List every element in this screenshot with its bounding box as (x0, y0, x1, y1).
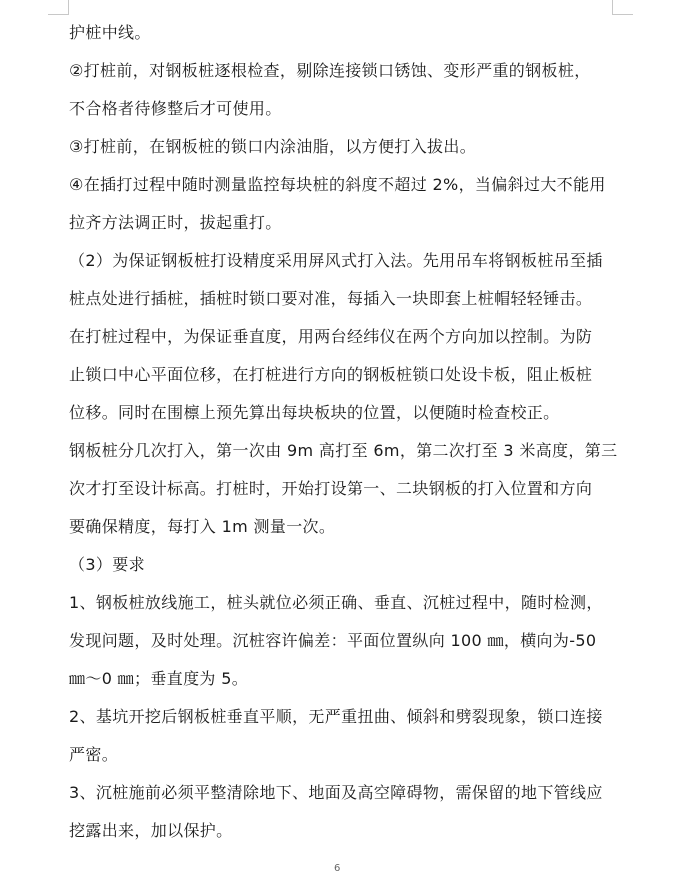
document-body[interactable] (69, 14, 618, 850)
text-line: 2、基坑开挖后钢板桩垂直平顺，无严重扭曲、倾斜和劈裂现象，锁口连接 (69, 707, 603, 726)
text-line: 严密。 (69, 745, 119, 764)
text-line: 1、钢板桩放线施工，桩头就位必须正确、垂直、沉桩过程中，随时检测， (69, 593, 603, 612)
text-line: （3）要求 (69, 555, 145, 574)
text-line: 在打桩过程中，为保证垂直度，用两台经纬仪在两个方向加以控制。为防 (69, 327, 593, 346)
text-line: 桩点处进行插桩，插桩时锁口要对准，每插入一块即套上桩帽轻轻锤击。 (69, 289, 593, 308)
text-line: 不合格者待修整后才可使用。 (69, 99, 282, 118)
text-line: 3、沉桩施前必须平整清除地下、地面及高空障碍物，需保留的地下管线应 (69, 783, 603, 802)
text-line: 要确保精度，每打入 1m 测量一次。 (69, 517, 336, 536)
text-line: ③打桩前，在钢板桩的锁口内涂油脂，以方便打入拔出。 (69, 137, 477, 156)
text-line: 挖露出来，加以保护。 (69, 821, 233, 840)
top-left-margin-marker (48, 0, 69, 15)
text-line: 护桩中线。 (69, 23, 151, 42)
text-line: ㎜～0 ㎜；垂直度为 5。 (69, 669, 249, 688)
text-line: 发现问题，及时处理。沉桩容许偏差：平面位置纵向 100 ㎜，横向为-50 (69, 631, 597, 650)
text-line: （2）为保证钢板桩打设精度采用屏风式打入法。先用吊车将钢板桩吊至插 (69, 251, 603, 270)
text-line: ④在插打过程中随时测量监控每块桩的斜度不超过 2%，当偏斜过大不能用 (69, 175, 606, 194)
text-line: 位移。同时在围檩上预先算出每块板块的位置，以便随时检查校正。 (69, 403, 560, 422)
text-line: 次才打至设计标高。打桩时，开始打设第一、二块钢板的打入位置和方向 (69, 479, 593, 498)
text-line: 钢板桩分几次打入，第一次由 9m 高打至 6m，第二次打至 3 米高度，第三 (69, 441, 618, 460)
page-number: 6 (334, 863, 341, 874)
text-line: 止锁口中心平面位移，在打桩进行方向的钢板桩锁口处设卡板，阻止板桩 (69, 365, 593, 384)
text-line: 拉齐方法调正时，拔起重打。 (69, 213, 282, 232)
text-line: ②打桩前，对钢板桩逐根检查，剔除连接锁口锈蚀、变形严重的钢板桩， (69, 61, 591, 80)
top-right-margin-marker (612, 0, 633, 15)
